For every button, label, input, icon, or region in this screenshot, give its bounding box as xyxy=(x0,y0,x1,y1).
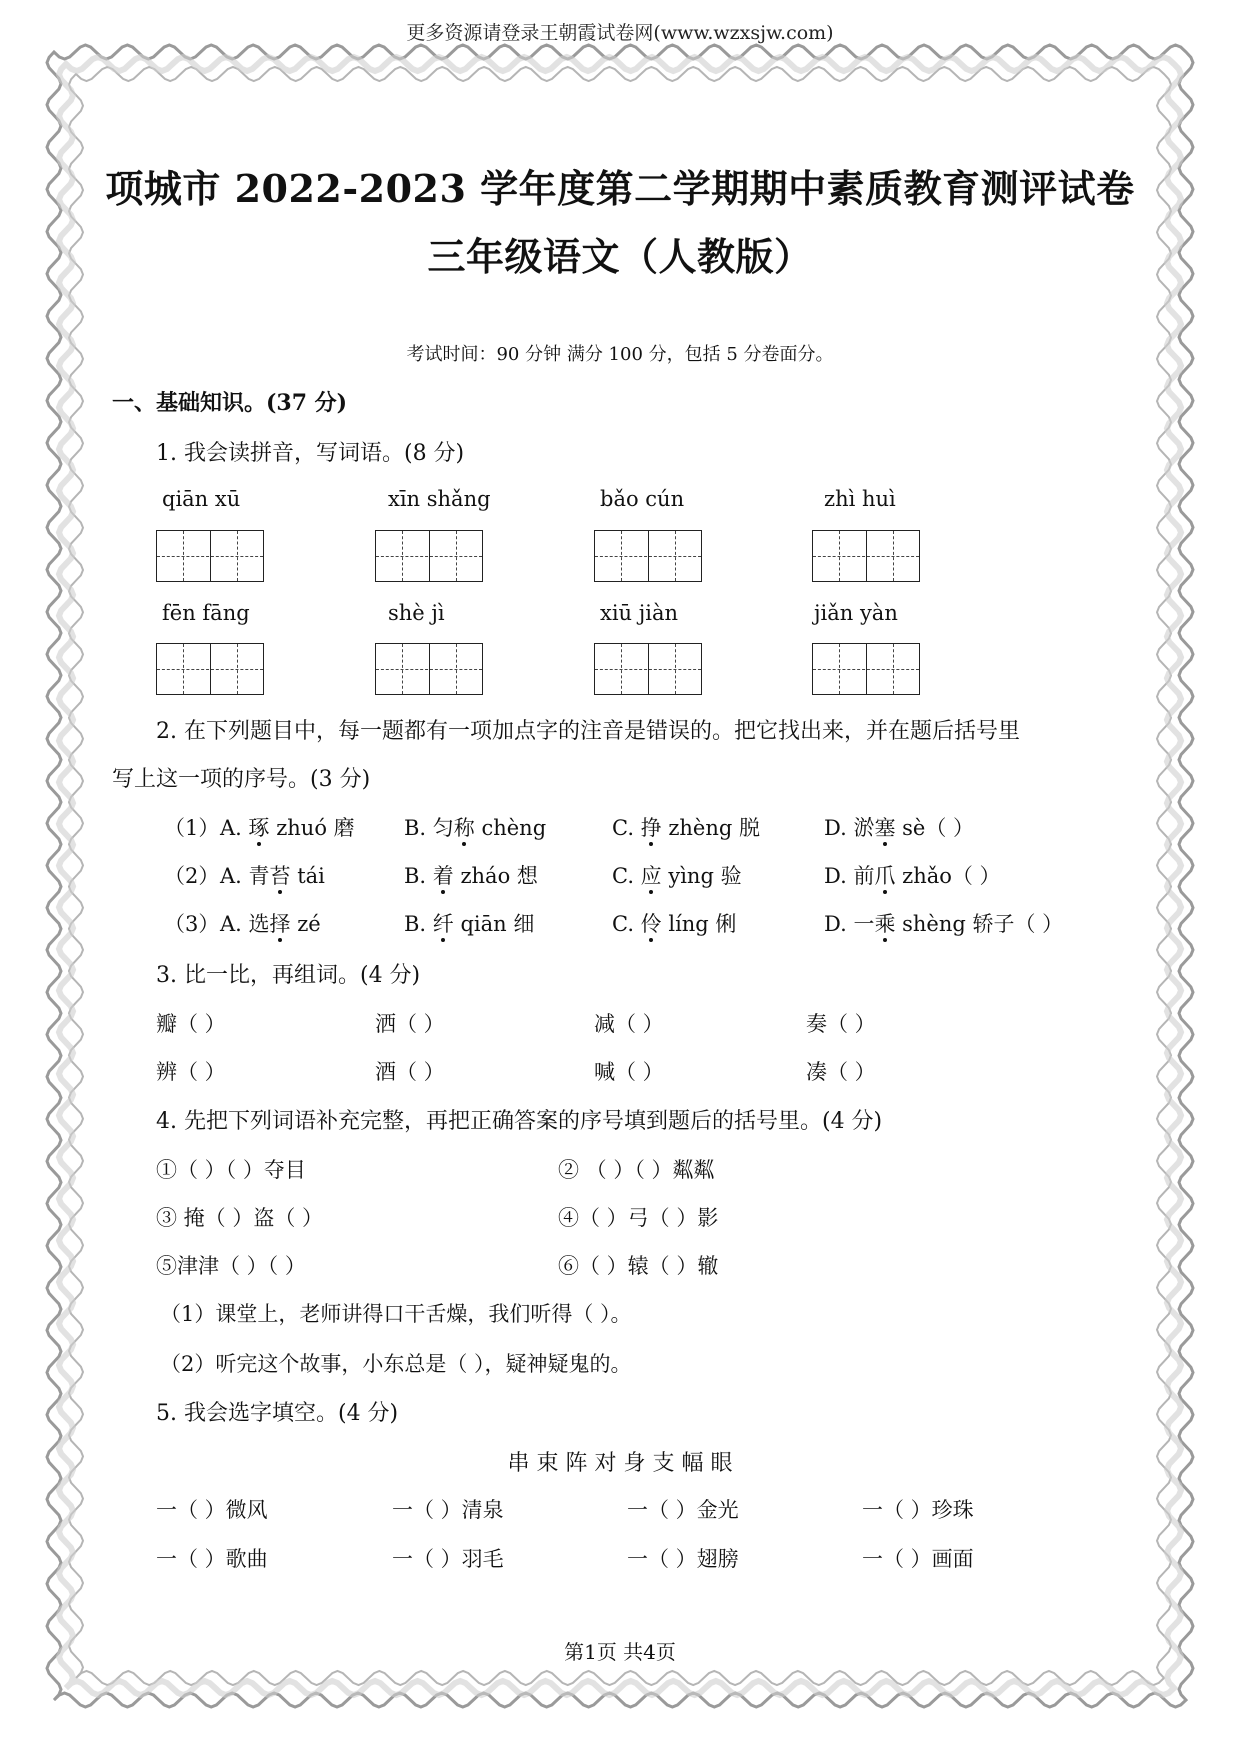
dotted-character: 着 xyxy=(432,864,454,888)
question-5-prompt: 5. 我会选字填空。(4 分) xyxy=(156,1401,399,1426)
sub-question: （1）课堂上，老师讲得口干舌燥，我们听得（ ）。 xyxy=(160,1302,632,1326)
pinyin-label: shè jì xyxy=(388,601,445,625)
dotted-character: 择 xyxy=(269,912,291,936)
option-b: B. 匀称 chèng xyxy=(404,816,547,840)
writing-grid[interactable] xyxy=(594,530,702,582)
word-bank: 串 束 阵 对 身 支 幅 眼 xyxy=(507,1451,733,1476)
fill-item: 一（ ）微风 xyxy=(156,1498,268,1522)
item-number: （3） xyxy=(164,912,220,936)
option-b: B. 着 zháo 想 xyxy=(404,864,538,888)
dotted-character: 挣 xyxy=(640,816,662,840)
compare-item: 凑（ ） xyxy=(806,1060,876,1084)
compare-item: 瓣（ ） xyxy=(156,1012,226,1036)
compare-item: 酒（ ） xyxy=(375,1060,445,1084)
pinyin-label: fēn fāng xyxy=(162,601,250,625)
writing-grid[interactable] xyxy=(156,643,264,695)
pinyin-label: jiǎn yàn xyxy=(814,601,898,625)
fill-item: 一（ ）清泉 xyxy=(392,1498,504,1522)
writing-grid[interactable] xyxy=(812,530,920,582)
dotted-character: 应 xyxy=(640,864,662,888)
compare-item: 辨（ ） xyxy=(156,1060,226,1084)
option-c: C. 应 yìng 验 xyxy=(612,864,742,888)
writing-grid[interactable] xyxy=(375,530,483,582)
option-d: D. 淤塞 sè（ ） xyxy=(824,816,975,840)
idiom-item: ③ 掩（ ）盗（ ） xyxy=(156,1206,324,1230)
dotted-character: 纤 xyxy=(432,912,454,936)
item-number: （1） xyxy=(164,816,220,840)
idiom-item: ①（ ）（ ）夺目 xyxy=(156,1158,306,1182)
pinyin-label: xīn shǎng xyxy=(388,487,491,511)
compare-item: 洒（ ） xyxy=(375,1012,445,1036)
idiom-item: ⑥（ ）辕（ ）辙 xyxy=(558,1254,719,1278)
section-heading: 一、基础知识。(37 分) xyxy=(112,390,348,416)
compare-item: 喊（ ） xyxy=(594,1060,664,1084)
page-footer: 第1页 共4页 xyxy=(564,1640,676,1664)
question-2-prompt-cont: 写上这一项的序号。(3 分) xyxy=(112,767,371,792)
writing-grid[interactable] xyxy=(156,530,264,582)
question-1-prompt: 1. 我会读拼音，写词语。(8 分) xyxy=(156,441,465,466)
fill-item: 一（ ）羽毛 xyxy=(392,1547,504,1571)
fill-item: 一（ ）翅膀 xyxy=(627,1547,739,1571)
question-3-prompt: 3. 比一比，再组词。(4 分) xyxy=(156,963,421,988)
writing-grid[interactable] xyxy=(812,643,920,695)
pinyin-label: qiān xū xyxy=(162,487,241,511)
website-note: 更多资源请登录王朝霞试卷网(www.wzxsjw.com) xyxy=(406,22,834,44)
idiom-item: ⑤津津（ ）（ ） xyxy=(156,1254,306,1278)
option-c: C. 挣 zhèng 脱 xyxy=(612,816,761,840)
dotted-character: 乘 xyxy=(874,912,896,936)
dotted-character: 琢 xyxy=(248,816,270,840)
pinyin-label: bǎo cún xyxy=(600,487,685,511)
item-number: （2） xyxy=(164,864,220,888)
option-d: D. 前爪 zhǎo（ ） xyxy=(824,864,1001,888)
sub-question: （2）听完这个故事，小东总是（ ），疑神疑鬼的。 xyxy=(160,1352,632,1376)
exam-title: 项城市 2022-2023 学年度第二学期期中素质教育测评试卷 xyxy=(105,166,1135,211)
option-c: C. 伶 líng 俐 xyxy=(612,912,737,936)
dotted-character: 伶 xyxy=(640,912,662,936)
dotted-character: 爪 xyxy=(874,864,896,888)
idiom-item: ② （ ）（ ）粼粼 xyxy=(558,1158,715,1182)
writing-grid[interactable] xyxy=(375,643,483,695)
compare-item: 减（ ） xyxy=(594,1012,664,1036)
fill-item: 一（ ）歌曲 xyxy=(156,1547,268,1571)
writing-grid[interactable] xyxy=(594,643,702,695)
option-a: A. 琢 zhuó 磨 xyxy=(220,816,355,840)
exam-meta: 考试时间：90 分钟 满分 100 分，包括 5 分卷面分。 xyxy=(406,344,834,365)
option-a: A. 青苔 tái xyxy=(220,864,325,888)
option-d: D. 一乘 shèng 轿子（ ） xyxy=(824,912,1064,936)
fill-item: 一（ ）画面 xyxy=(862,1547,974,1571)
dotted-character: 苔 xyxy=(269,864,291,888)
pinyin-label: xiū jiàn xyxy=(600,601,679,625)
dotted-character: 称 xyxy=(453,816,475,840)
compare-item: 奏（ ） xyxy=(806,1012,876,1036)
dotted-character: 塞 xyxy=(874,816,896,840)
option-b: B. 纤 qiān 细 xyxy=(404,912,535,936)
fill-item: 一（ ）珍珠 xyxy=(862,1498,974,1522)
pinyin-label: zhì huì xyxy=(824,487,896,511)
fill-item: 一（ ）金光 xyxy=(627,1498,739,1522)
exam-subtitle: 三年级语文（人教版） xyxy=(427,234,813,279)
option-a: A. 选择 zé xyxy=(220,912,321,936)
idiom-item: ④（ ）弓（ ）影 xyxy=(558,1206,719,1230)
question-2-prompt: 2. 在下列题目中，每一题都有一项加点字的注音是错误的。把它找出来，并在题后括号里 xyxy=(156,719,1020,744)
question-4-prompt: 4. 先把下列词语补充完整，再把正确答案的序号填到题后的括号里。(4 分) xyxy=(156,1109,883,1134)
